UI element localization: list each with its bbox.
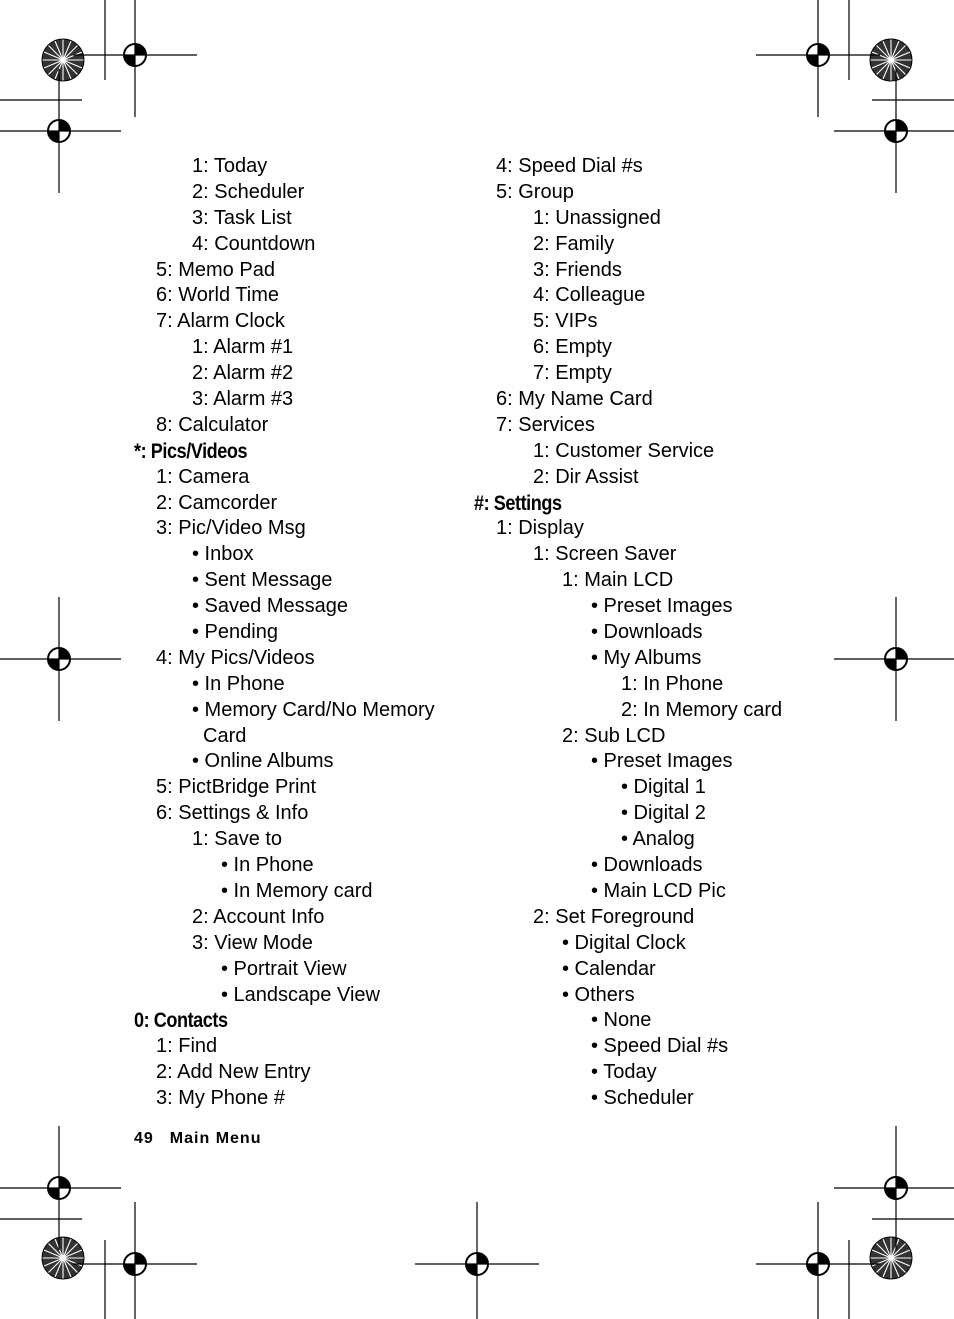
menu-item: 6: World Time <box>156 284 279 307</box>
menu-item: • In Phone <box>192 672 285 695</box>
menu-item: 3: My Phone # <box>156 1087 285 1110</box>
menu-item: 1: In Phone <box>621 672 724 695</box>
menu-item: • Saved Message <box>192 595 348 618</box>
menu-item: • Others <box>562 983 635 1006</box>
menu-item: • Main LCD Pic <box>591 879 726 902</box>
menu-item: 6: Empty <box>533 336 612 359</box>
menu-item: 3: View Mode <box>192 931 313 954</box>
menu-column-left <box>134 154 464 1112</box>
menu-item: • Scheduler <box>591 1087 694 1110</box>
page-footer <box>134 1130 277 1148</box>
menu-item: 2: Camcorder <box>156 491 278 514</box>
menu-item: 4: Speed Dial #s <box>496 155 643 177</box>
menu-item: • Inbox <box>192 543 254 566</box>
menu-item: 1: Save to <box>192 828 283 851</box>
menu-item: 6: Settings & Info <box>156 802 309 825</box>
menu-item: • Memory Card/No Memory <box>192 698 435 721</box>
menu-section-heading: *: Pics/Videos <box>134 439 248 463</box>
menu-item: • Preset Images <box>591 595 733 618</box>
menu-item: 4: Countdown <box>192 232 316 255</box>
menu-item: • In Memory card <box>221 879 373 902</box>
menu-item: 2: Dir Assist <box>533 465 639 488</box>
menu-item: 3: Friends <box>533 258 622 281</box>
menu-item: • Downloads <box>591 621 703 644</box>
menu-item: Card <box>203 724 247 747</box>
menu-item: • Portrait View <box>221 957 347 980</box>
menu-item: 2: In Memory card <box>621 698 783 721</box>
menu-item: • In Phone <box>221 854 314 877</box>
menu-item: 2: Scheduler <box>192 180 305 203</box>
menu-item: • Preset Images <box>591 750 733 773</box>
menu-item: 3: Task List <box>192 206 292 229</box>
menu-item: 3: Pic/Video Msg <box>156 517 306 540</box>
menu-item: • Digital 2 <box>621 802 706 825</box>
menu-item: 2: Sub LCD <box>562 724 666 747</box>
menu-item: 5: Group <box>496 180 574 203</box>
menu-item: • Digital Clock <box>562 931 686 954</box>
menu-item: 1: Unassigned <box>533 206 661 229</box>
menu-item: 3: Alarm #3 <box>192 388 294 411</box>
page-number: 49 <box>134 1130 154 1147</box>
menu-item: • Downloads <box>591 854 703 877</box>
menu-item: • Online Albums <box>192 750 334 773</box>
menu-item: • Analog <box>621 828 695 851</box>
menu-item: 4: My Pics/Videos <box>156 646 315 669</box>
menu-item: 6: My Name Card <box>496 388 653 411</box>
menu-section-heading: #: Settings <box>474 491 562 515</box>
menu-item: 5: PictBridge Print <box>156 776 317 799</box>
menu-item: • My Albums <box>591 646 702 669</box>
menu-item: • Digital 1 <box>621 776 706 799</box>
menu-item: 7: Services <box>496 413 595 436</box>
menu-item: • Speed Dial #s <box>591 1035 729 1058</box>
menu-item: 2: Alarm #2 <box>192 362 294 385</box>
menu-item: • Pending <box>192 621 278 644</box>
menu-item: 1: Camera <box>156 465 250 488</box>
menu-item: 7: Empty <box>533 362 612 385</box>
menu-item: 7: Alarm Clock <box>156 310 285 333</box>
menu-item: 2: Family <box>533 232 615 255</box>
menu-item: 1: Alarm #1 <box>192 336 294 359</box>
menu-item: 4: Colleague <box>533 284 646 307</box>
menu-item: 2: Set Foreground <box>533 905 695 928</box>
menu-item: 5: VIPs <box>533 310 598 333</box>
menu-section-heading: 0: Contacts <box>134 1009 228 1033</box>
menu-item: 2: Add New Entry <box>156 1061 311 1084</box>
menu-item: 1: Customer Service <box>533 439 715 462</box>
menu-item: • Today <box>591 1061 657 1084</box>
section-title: Main Menu <box>169 1130 262 1147</box>
menu-item: 8: Calculator <box>156 413 269 436</box>
menu-item: 2: Account Info <box>192 905 325 928</box>
menu-item: • Calendar <box>562 957 656 980</box>
menu-item: 5: Memo Pad <box>156 258 275 281</box>
menu-item: • Landscape View <box>221 983 380 1006</box>
menu-item: 1: Display <box>496 517 584 540</box>
menu-item: • Sent Message <box>192 569 333 592</box>
menu-item: 1: Today <box>192 155 268 177</box>
menu-item: 1: Main LCD <box>562 569 674 592</box>
menu-column-right <box>474 154 914 1112</box>
menu-item: • None <box>591 1009 652 1032</box>
menu-item: 1: Screen Saver <box>533 543 677 566</box>
menu-item: 1: Find <box>156 1035 218 1058</box>
